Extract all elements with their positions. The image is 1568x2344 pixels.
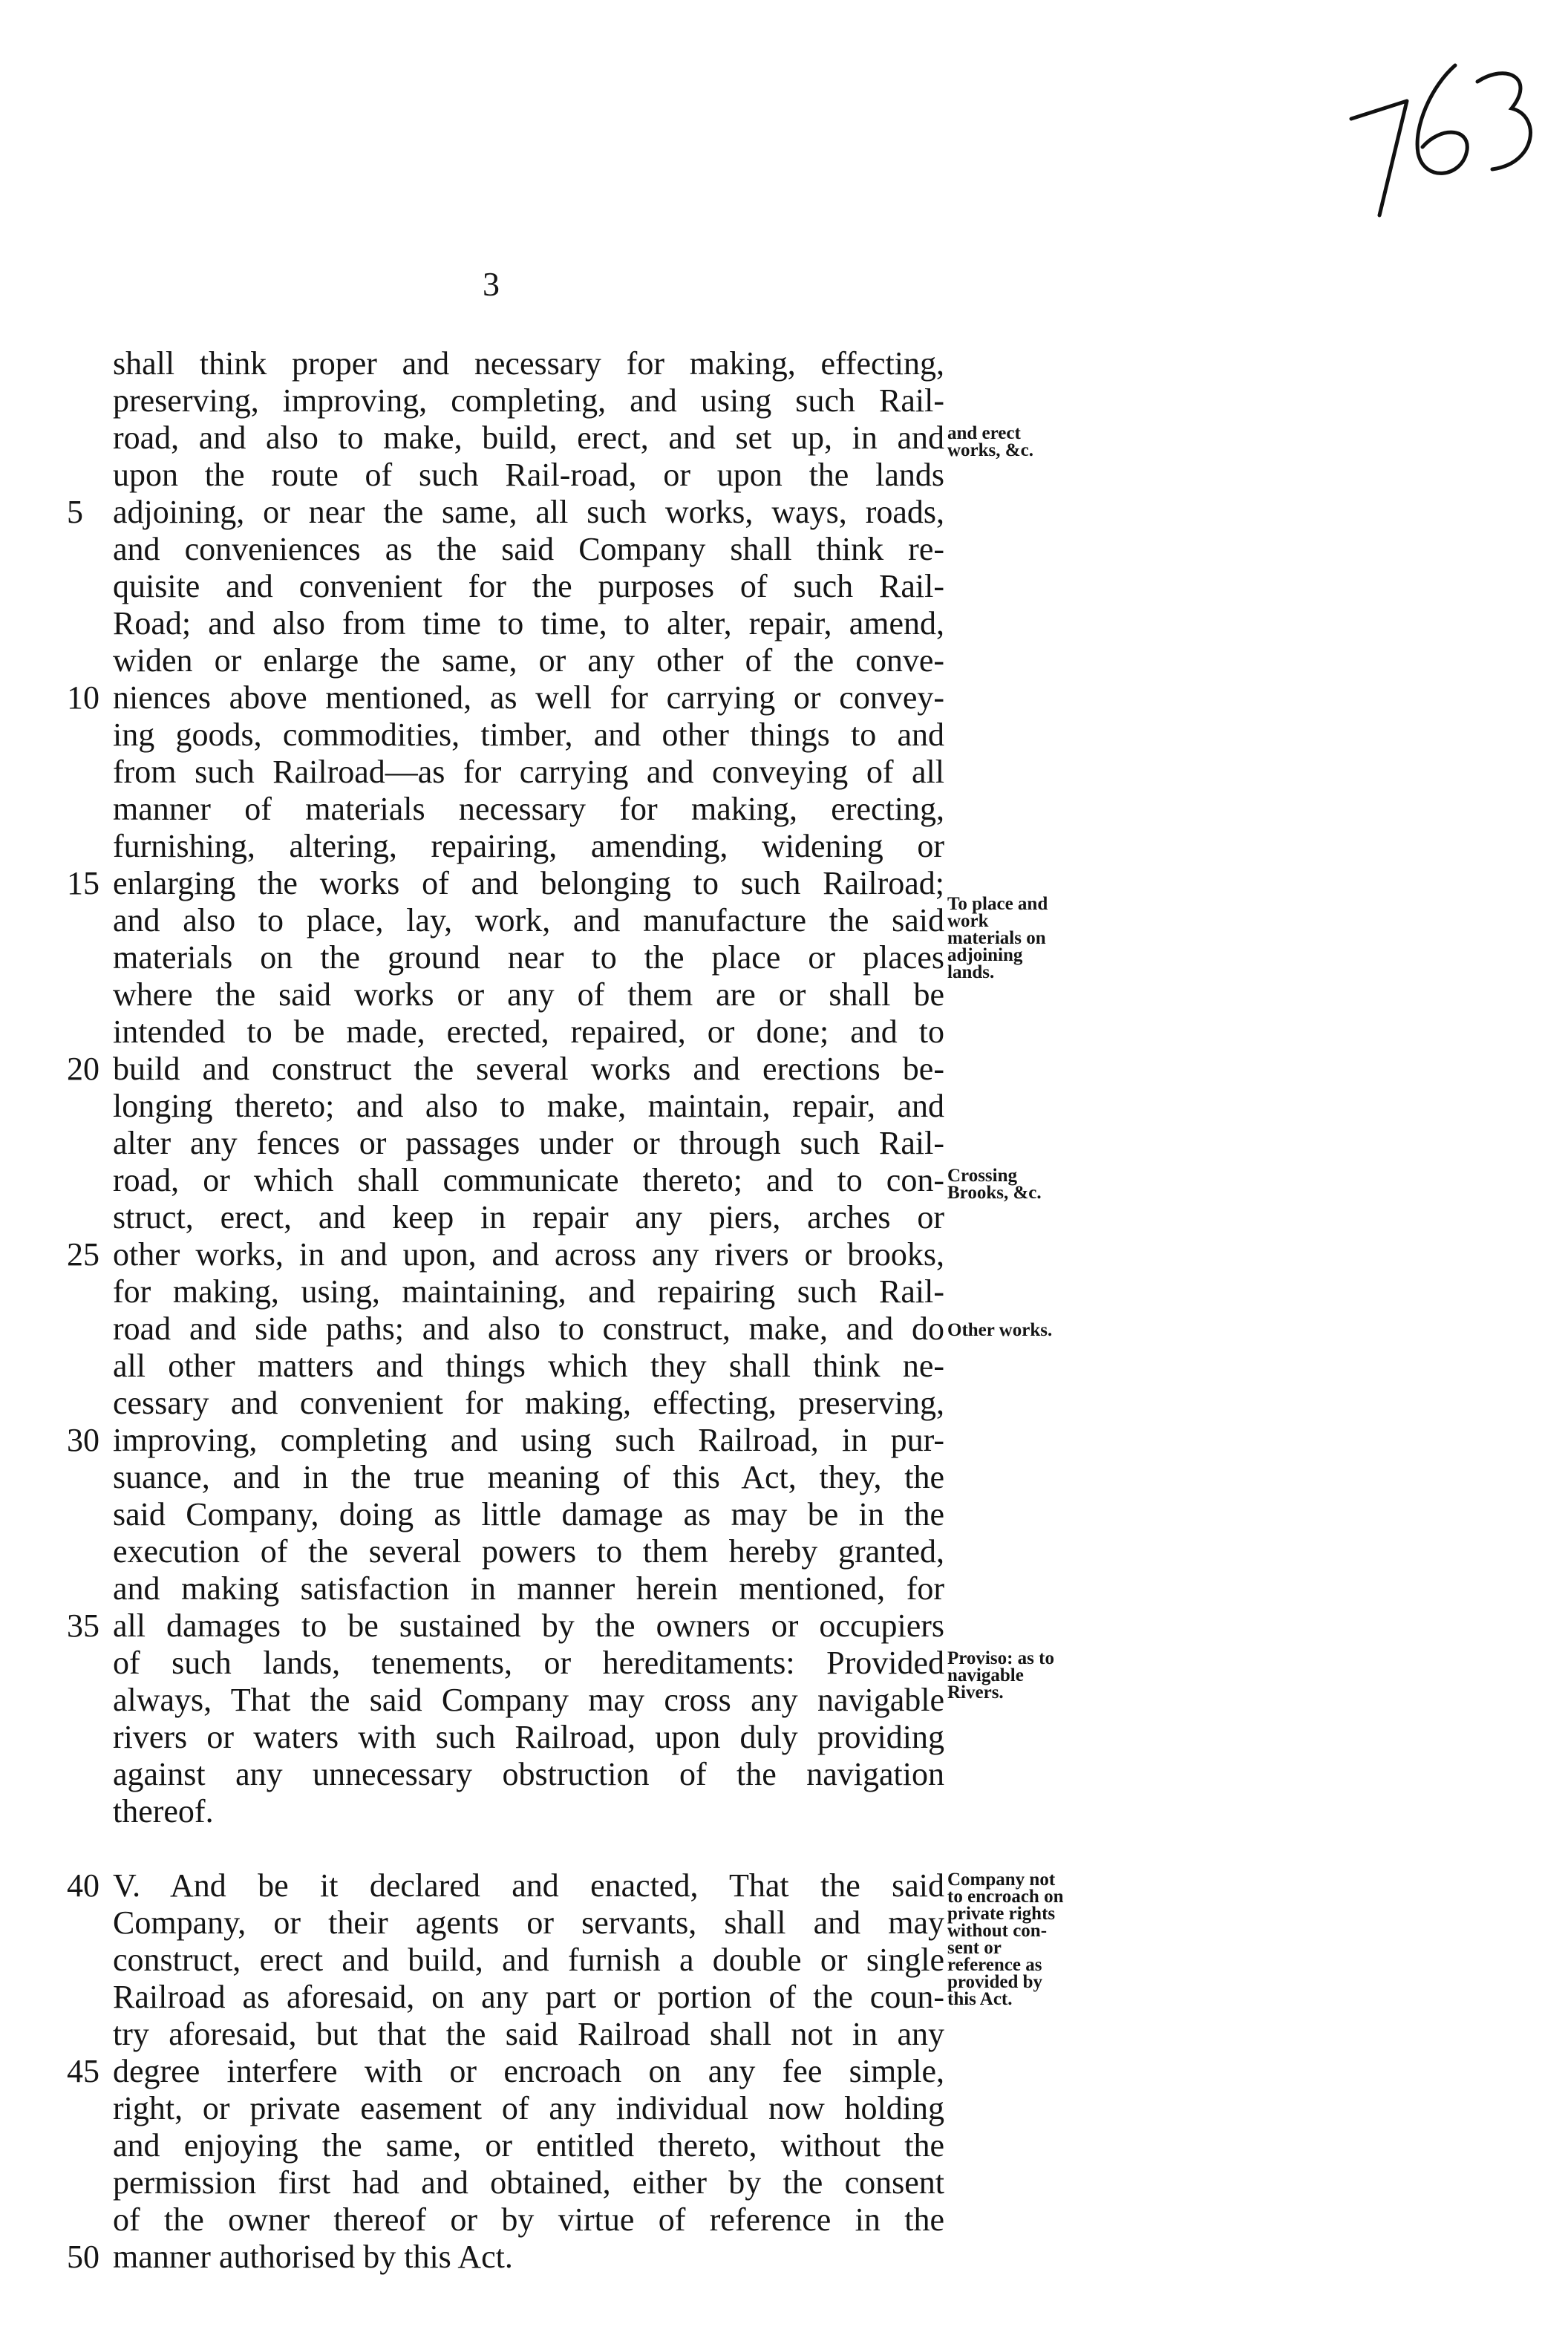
margin-note-line: Crossing: [947, 1166, 1018, 1186]
text-line: struct, erect, and keep in repair any piers, arches or: [113, 1199, 944, 1235]
margin-note-line: private rights: [947, 1904, 1056, 1924]
text-line: intended to be made, erected, repaired, or done; and to: [113, 1013, 944, 1050]
margin-note-line: Rivers.: [947, 1682, 1004, 1702]
text-line: enlarging the works of and belonging to such Railroad;: [113, 865, 944, 901]
line-number: 10: [67, 679, 99, 716]
text-line: manner authorised by this Act.: [113, 2239, 513, 2275]
text-line: niences above mentioned, as well for carrying or convey-: [113, 679, 944, 716]
margin-note-line: this Act.: [947, 1989, 1013, 2009]
text-line: alter any fences or passages under or through such Rail-: [113, 1125, 944, 1161]
text-line: said Company, doing as little damage as may be in the: [113, 1496, 944, 1532]
text-line: rivers or waters with such Railroad, upon duly providing: [113, 1719, 944, 1755]
text-line: always, That the said Company may cross any navigable: [113, 1682, 944, 1718]
handwritten-page-number: [1336, 52, 1544, 223]
margin-note-line: Brooks, &c.: [947, 1183, 1042, 1203]
text-line: shall think proper and necessary for making, effecting,: [113, 345, 944, 382]
text-line: degree interfere with or encroach on any fee simple,: [113, 2053, 944, 2089]
text-line: quisite and convenient for the purposes of such Rail-: [113, 568, 944, 604]
margin-note-line: navigable: [947, 1665, 1024, 1685]
margin-note-line: and erect: [947, 423, 1021, 443]
line-number: 40: [67, 1867, 99, 1904]
line-number: 45: [67, 2053, 99, 2089]
text-line: of such lands, tenements, or hereditaments: Provided: [113, 1645, 944, 1681]
text-line: road, and also to make, build, erect, and set up, in and: [113, 419, 944, 456]
line-number: 30: [67, 1422, 99, 1458]
text-line: other works, in and upon, and across any rivers or brooks,: [113, 1236, 944, 1273]
text-line: against any unnecessary obstruction of the navigation: [113, 1756, 944, 1792]
margin-note: [947, 1322, 1126, 1339]
margin-note-line: To place and: [947, 894, 1048, 914]
margin-note-line: materials on: [947, 928, 1046, 948]
text-line: from such Railroad—as for carrying and conveying of all: [113, 754, 944, 790]
text-line: right, or private easement of any individual now holding: [113, 2090, 944, 2126]
margin-note-line: to encroach on: [947, 1887, 1064, 1907]
text-line: and also to place, lay, work, and manufacture the said: [113, 902, 944, 938]
text-line: suance, and in the true meaning of this Act, they, the: [113, 1459, 944, 1495]
text-line: road, or which shall communicate thereto; and to con-: [113, 1162, 944, 1198]
text-line: improving, completing and using such Railroad, in pur-: [113, 1422, 944, 1458]
text-line: and making satisfaction in manner herein mentioned, for: [113, 1570, 944, 1607]
margin-note-line: work: [947, 911, 989, 931]
line-number: 15: [67, 865, 99, 901]
margin-note-line: sent or: [947, 1938, 1002, 1958]
text-line: widen or enlarge the same, or any other of the conve-: [113, 642, 944, 679]
line-number: 5: [67, 494, 83, 530]
margin-note-line: Other works.: [947, 1320, 1053, 1340]
margin-note-line: adjoining: [947, 945, 1023, 965]
margin-note: [947, 895, 1126, 981]
text-line: all other matters and things which they shall think ne-: [113, 1348, 944, 1384]
margin-note-line: reference as: [947, 1955, 1042, 1975]
text-line: permission first had and obtained, either by the consent: [113, 2164, 944, 2201]
text-line: longing thereto; and also to make, maintain, repair, and: [113, 1088, 944, 1124]
text-line: Road; and also from time to time, to alter, repair, amend,: [113, 605, 944, 642]
text-line: furnishing, altering, repairing, amending, widening or: [113, 828, 944, 864]
text-line: upon the route of such Rail-road, or upon the lands: [113, 457, 944, 493]
margin-note-line: Company not: [947, 1870, 1056, 1890]
margin-note-line: without con-: [947, 1921, 1048, 1941]
text-line: execution of the several powers to them hereby granted,: [113, 1533, 944, 1570]
text-line: manner of materials necessary for making, erecting,: [113, 791, 944, 827]
text-line: ing goods, commodities, timber, and other things to and: [113, 716, 944, 753]
text-line: all damages to be sustained by the owners or occupiers: [113, 1607, 944, 1644]
line-number: 35: [67, 1607, 99, 1644]
margin-note: [947, 1871, 1126, 2008]
margin-note-line: Proviso: as to: [947, 1648, 1054, 1668]
text-line: try aforesaid, but that the said Railroad shall not in any: [113, 2016, 944, 2052]
line-number: 25: [67, 1236, 99, 1273]
text-line: cessary and convenient for making, effecting, preserving,: [113, 1385, 944, 1421]
text-line: construct, erect and build, and furnish a double or single: [113, 1942, 944, 1978]
line-number: 20: [67, 1051, 99, 1087]
text-line: of the owner thereof or by virtue of reference in the: [113, 2201, 944, 2238]
section-heading-line: V. And be it declared and enacted, That the said: [113, 1867, 944, 1904]
text-line: preserving, improving, completing, and using such Rail-: [113, 382, 944, 419]
text-line: build and construct the several works and erections be-: [113, 1051, 944, 1087]
margin-note: [947, 1167, 1126, 1201]
margin-note-line: works, &c.: [947, 440, 1033, 460]
text-line: Railroad as aforesaid, on any part or portion of the coun-: [113, 1979, 944, 2015]
line-number: 50: [67, 2239, 99, 2275]
text-line: and conveniences as the said Company shall think re-: [113, 531, 944, 567]
page-number: 3: [483, 265, 500, 303]
margin-note-line: provided by: [947, 1972, 1043, 1992]
margin-note-line: lands.: [947, 962, 995, 982]
text-line: road and side paths; and also to construct, make, and do: [113, 1310, 944, 1347]
text-line: where the said works or any of them are or shall be: [113, 976, 944, 1013]
text-line: materials on the ground near to the place or places: [113, 939, 944, 976]
margin-note: [947, 425, 1126, 459]
text-line: thereof.: [113, 1793, 214, 1829]
margin-note: [947, 1650, 1126, 1701]
text-line: and enjoying the same, or entitled thereto, without the: [113, 2127, 944, 2164]
text-line: for making, using, maintaining, and repairing such Rail-: [113, 1273, 944, 1310]
text-line: adjoining, or near the same, all such works, ways, roads,: [113, 494, 944, 530]
text-line: Company, or their agents or servants, shall and may: [113, 1904, 944, 1941]
